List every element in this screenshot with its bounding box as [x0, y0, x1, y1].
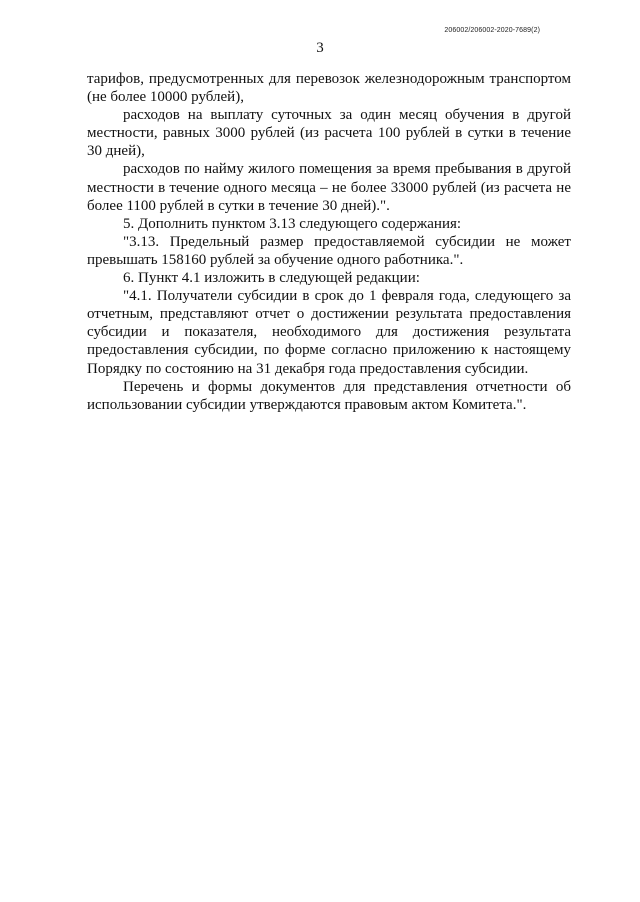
paragraph-housing-costs: расходов по найму жилого помещения за время пребывания в другой местности в течение одного месяца – не более 33000 рублей (из расчета не более 1100 рублей в сутки в течение 30 дней).".	[87, 161, 571, 214]
paragraph-daily-allowance: расходов на выплату суточных за один месяц обучения в другой местности, равных 3000 рублей (из расчета 100 рублей в сутки в течение 30 дней),	[87, 107, 571, 160]
page-number: 3	[316, 40, 324, 56]
document-id: 206002/206002-2020-7689(2)	[444, 27, 540, 34]
document-body	[87, 70, 571, 414]
paragraph-tariffs: тарифов, предусмотренных для перевозок железнодорожным транспортом (не более 10000 рублей),	[87, 71, 571, 106]
paragraph-clause-3-13: "3.13. Предельный размер предоставляемой субсидии не может превышать 158160 рублей за обучение одного работника.".	[87, 233, 571, 268]
paragraph-item-5: 5. Дополнить пунктом 3.13 следующего содержания:	[123, 215, 462, 232]
paragraph-report-forms: Перечень и формы документов для представления отчетности об использовании субсидии утверждаются правовым актом Комитета.".	[87, 378, 571, 413]
paragraph-item-6: 6. Пункт 4.1 изложить в следующей редакции:	[123, 270, 420, 287]
paragraph-clause-4-1: "4.1. Получатели субсидии в срок до 1 февраля года, следующего за отчетным, представляют отчет о достижении результата предоставления субсидии и показателя, необходимого для достижения результата предоставления субсидии, по форме согласно приложению к настоящему Порядку по состоянию на 31 декабря года предоставления субсидии.	[87, 288, 571, 377]
